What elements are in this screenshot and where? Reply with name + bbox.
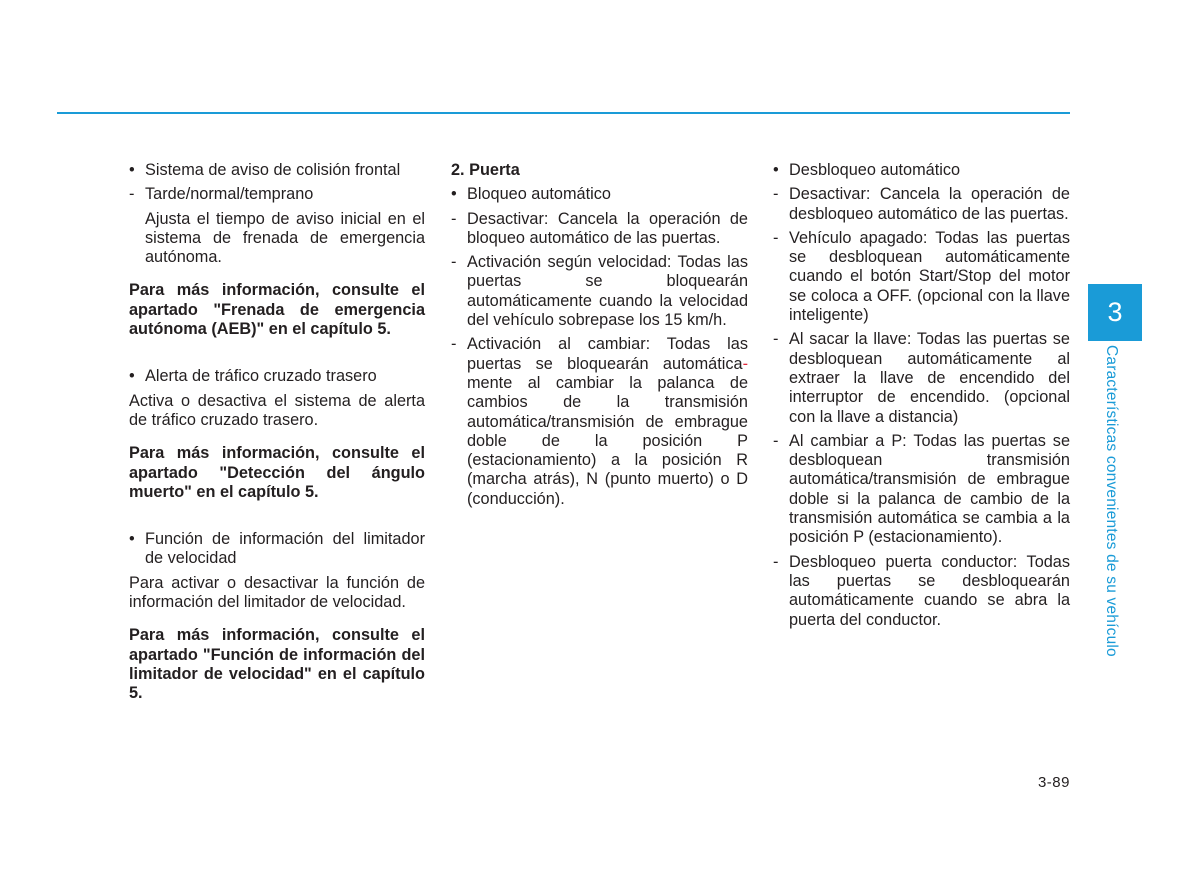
column-right (773, 161, 1070, 630)
item-description: Activa o desactiva el sistema de alerta de tráfico cruzado trasero. (129, 391, 425, 429)
reference-note: Para más información, consulte el apartado "Detección del ángulo muerto" en el capítulo 5. (129, 444, 425, 501)
header-rule (57, 112, 1070, 114)
list-item (451, 185, 748, 204)
list-item-text: Al sacar la llave: Todas las puertas se desbloquean automáticamente al extraer la llave de encendido del interruptor de encendido. (opcional con la llave a distancia) (789, 330, 1070, 426)
dash-mark: - (129, 185, 135, 204)
list-item-text: Bloqueo automático (467, 185, 611, 204)
list-item-text: Desbloqueo automático (789, 161, 961, 179)
list-item-text: Desactivar: Cancela la operación de desbloqueo automático de las puertas. (789, 185, 1070, 223)
list-item-text: Activación según velocidad: Todas las puertas se bloquearán automáticamente cuando la velocidad del vehículo sobrepase los 15 km/h. (467, 253, 748, 330)
list-item (773, 185, 1070, 224)
list-item (129, 530, 425, 569)
chapter-number-tab: 3 (1088, 284, 1142, 341)
list-item-text-part: mente al cambiar la palanca de cambios de la transmisión automática/transmisión de embrague doble de la posición P (estacionamiento) a la posición R (marcha atrás), N (punto muerto) o D (conducción). (467, 373, 748, 508)
list-item (773, 330, 1070, 426)
list-item-text: Sistema de aviso de colisión frontal (145, 161, 401, 179)
list-item (129, 161, 425, 180)
dash-mark: - (451, 253, 457, 272)
chapter-title: Características convenientes de su vehículo (1103, 345, 1120, 657)
page-number: 3-89 (1037, 774, 1070, 791)
dash-mark: - (451, 335, 457, 354)
column-middle (451, 161, 748, 509)
list-item (773, 553, 1070, 630)
list-item-text: Alerta de tráfico cruzado trasero (145, 367, 377, 386)
list-item-text: Función de información del limitador de velocidad (145, 530, 425, 568)
bullet-mark: • (129, 161, 135, 179)
bullet-mark: • (773, 161, 779, 179)
list-item-text (467, 335, 748, 507)
reference-note: Para más información, consulte el apartado "Frenada de emergencia autónoma (AEB)" en el capítulo 5. (129, 281, 425, 339)
list-item-text: Desactivar: Cancela la operación de bloqueo automático de las puertas. (467, 209, 748, 247)
reference-note: Para más información, consulte el apartado "Función de información del limitador de velocidad" en el capítulo 5. (129, 626, 425, 703)
dash-mark: - (451, 209, 457, 228)
dash-mark: - (773, 330, 779, 349)
list-item-text: Al cambiar a P: Todas las puertas se desbloquean transmisión automática/transmisión de embrague doble si la palanca de cambio de la transmisión automática se cambia a la posición P (estacionamiento). (789, 431, 1070, 547)
list-item (451, 210, 748, 249)
column-left (129, 161, 425, 704)
section-heading: 2. Puerta (451, 161, 520, 179)
list-item-text: Vehículo apagado: Todas las puertas se desbloquean automáticamente cuando el botón Start/Stop del motor se coloca a OFF. (opcional con la llave inteligente) (789, 228, 1070, 325)
bullet-mark: • (451, 185, 457, 204)
dash-mark: - (773, 431, 779, 450)
item-description: Para activar o desactivar la función de información del limitador de velocidad. (129, 573, 425, 612)
dash-mark: - (773, 185, 779, 204)
list-item (773, 161, 1070, 180)
bullet-mark: • (129, 530, 135, 549)
dash-mark: - (773, 552, 779, 571)
bullet-mark: • (129, 367, 135, 386)
dash-mark: - (773, 228, 779, 247)
list-item-text: Tarde/normal/temprano (145, 185, 314, 204)
list-item (773, 432, 1070, 548)
list-item (129, 185, 425, 204)
list-item (451, 335, 748, 509)
list-item (773, 229, 1070, 325)
list-item (451, 253, 748, 330)
list-item (129, 367, 425, 386)
list-item-text: Desbloqueo puerta conductor: Todas las puertas se desbloquearán automáticamente cuando se abra la puerta del conductor. (789, 552, 1070, 629)
item-description: Ajusta el tiempo de aviso inicial en el sistema de frenada de emergencia autónoma. (145, 209, 425, 267)
hyphenation-mark: - (742, 354, 748, 373)
list-item-text-part: Activación al cambiar: Todas las puertas se bloquearán automática (467, 335, 748, 373)
